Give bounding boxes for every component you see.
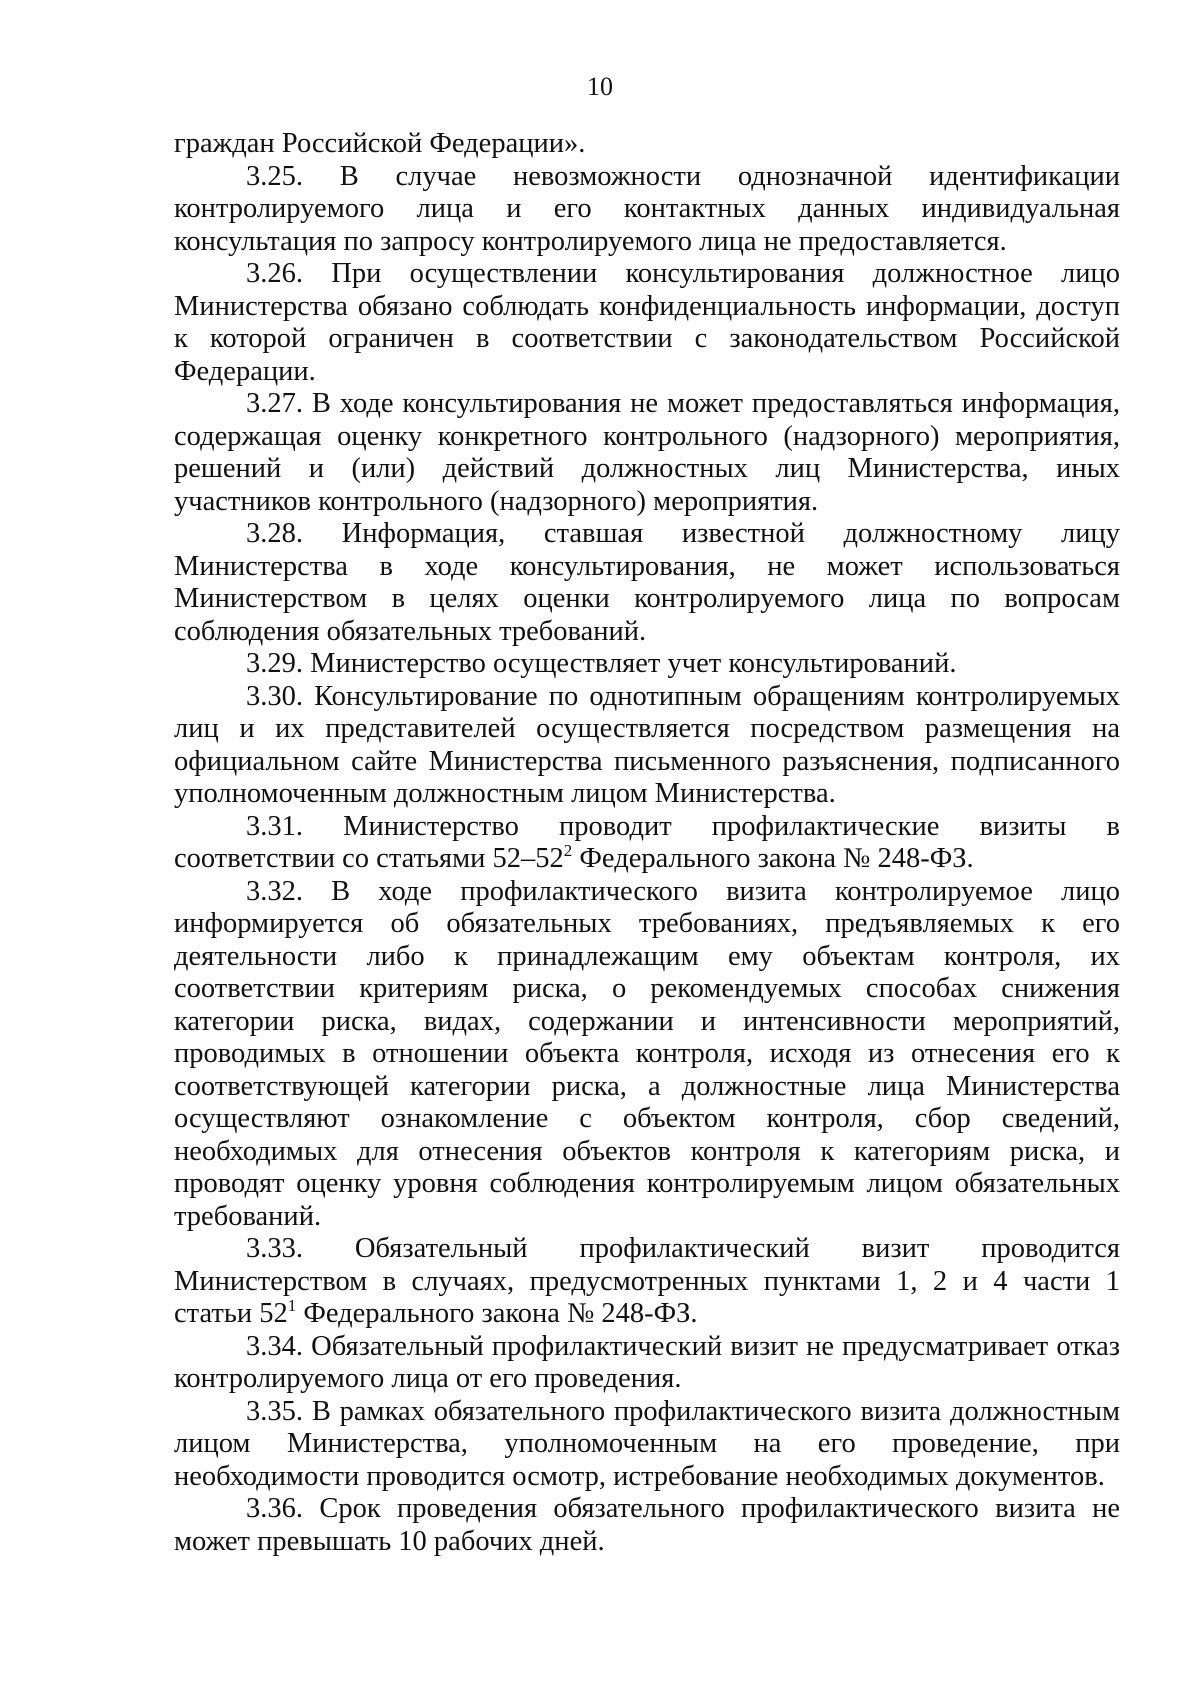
superscript-2: 2 bbox=[563, 841, 573, 860]
paragraph-3-31 bbox=[174, 811, 1120, 876]
paragraph-3-26: 3.26. При осуществлении консультирования должностное лицо Министерства обязано соблюдать конфиденциальность информации, доступ к которой ограничен в соответствии с законодательством Российской Федерации. bbox=[174, 258, 1120, 387]
paragraph-3-34: 3.34. Обязательный профилактический визит не предусматривает отказ контролируемого лица от его проведения. bbox=[174, 1330, 1120, 1394]
document-body bbox=[174, 128, 1120, 1558]
superscript-1: 1 bbox=[287, 1296, 297, 1315]
page-number: 10 bbox=[587, 72, 613, 101]
paragraph-3-28: 3.28. Информация, ставшая известной должностному лицу Министерства в ходе консультирования, не может использоваться Министерством в целях оценки контролируемого лица по вопросам соблюдения обязательных требований. bbox=[174, 518, 1120, 647]
paragraph-3-36: 3.36. Срок проведения обязательного профилактического визита не может превышать 10 рабочих дней. bbox=[174, 1493, 1120, 1557]
paragraph-3-33-text-end: Федерального закона № 248-ФЗ. bbox=[296, 1298, 698, 1329]
paragraph-3-30: 3.30. Консультирование по однотипным обращениям контролируемых лиц и их представителей осуществляется посредством размещения на официальном сайте Министерства письменного разъяснения, подписанного уполномоченным должностным лицом Министерства. bbox=[174, 680, 1120, 809]
paragraph-3-31-text: 3.31. Министерство проводит профилактические визиты в соответствии со статьями 52–52 bbox=[174, 810, 1120, 874]
paragraph-3-35: 3.35. В рамках обязательного профилактического визита должностным лицом Министерства, уполномоченным на его проведение, при необходимости проводится осмотр, истребование необходимых документов. bbox=[174, 1395, 1120, 1492]
paragraph-3-33 bbox=[174, 1233, 1120, 1331]
paragraph-3-31-text-end: Федерального закона № 248-ФЗ. bbox=[572, 843, 974, 874]
paragraph-continuation: граждан Российской Федерации». bbox=[174, 128, 586, 159]
paragraph-3-27: 3.27. В ходе консультирования не может предоставляться информация, содержащая оценку конкретного контрольного (надзорного) мероприятия, решений и (или) действий должностных лиц Министерства, иных участников контрольного (надзорного) мероприятия. bbox=[174, 388, 1120, 517]
paragraph-3-25: 3.25. В случае невозможности однозначной идентификации контролируемого лица и его контактных данных индивидуальная консультация по запросу контролируемого лица не предоставляется. bbox=[174, 160, 1120, 257]
paragraph-3-33-text: 3.33. Обязательный профилактический визит проводится Министерством в случаях, предусмотренных пунктами 1, 2 и 4 части 1 статьи 52 bbox=[174, 1233, 1120, 1329]
paragraph-3-29: 3.29. Министерство осуществляет учет консультирований. bbox=[246, 648, 957, 679]
paragraph-3-32: 3.32. В ходе профилактического визита контролируемое лицо информируется об обязательных требованиях, предъявляемых к его деятельности либо к принадлежащим ему объектам контроля, их соответствии критериям риска, о рекомендуемых способах снижения категории риска, видах, содержании и интенсивности мероприятий, проводимых в отношении объекта контроля, исходя из отнесения его к соответствующей категории риска, а должностные лица Министерства осуществляют ознакомление с объектом контроля, сбор сведений, необходимых для отнесения объектов контроля к категориям риска, и проводят оценку уровня соблюдения контролируемым лицом обязательных требований. bbox=[174, 875, 1120, 1232]
